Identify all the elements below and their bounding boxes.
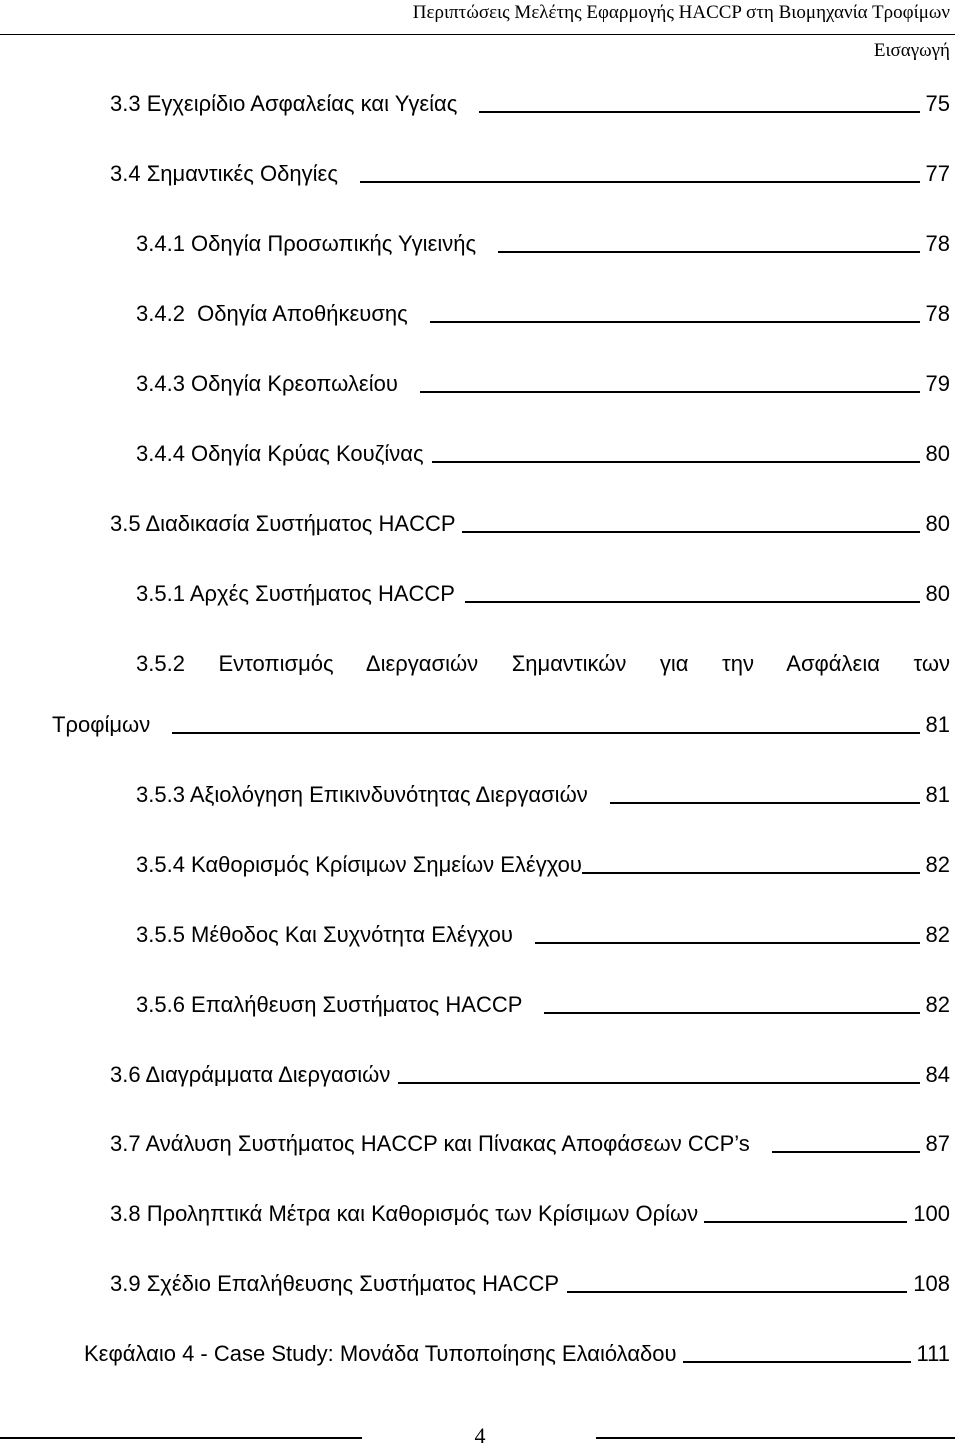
toc-entry-word: την	[722, 651, 754, 676]
toc-entry-chapter-4[interactable]	[0, 1340, 960, 1368]
toc-leader	[582, 872, 920, 874]
toc-page-number: 79	[925, 371, 950, 396]
toc-page-number: 78	[925, 231, 950, 256]
toc-entry-title: 3.4.1 Οδηγία Προσωπικής Υγιεινής	[136, 231, 477, 256]
toc-leader	[420, 391, 920, 393]
toc-entry-3-4-4[interactable]	[0, 440, 960, 468]
toc-page-number: 81	[925, 782, 950, 807]
toc-entry-title: 3.9 Σχέδιο Επαλήθευσης Συστήματος HACCP	[110, 1271, 560, 1296]
toc-entry-3-6[interactable]	[0, 1061, 960, 1089]
toc-leader	[430, 321, 920, 323]
toc-entry-3-4-1[interactable]	[0, 230, 960, 258]
toc-entry-title: 3.5.1 Αρχές Συστήματος HACCP	[136, 581, 455, 606]
toc-entry-word: Ασφάλεια	[786, 651, 880, 676]
running-head-section: Εισαγωγή	[873, 40, 950, 61]
toc-leader	[360, 181, 920, 183]
toc-entry-3-4-3[interactable]	[0, 370, 960, 398]
toc-entry-3-5-4[interactable]	[0, 851, 960, 879]
toc-entry-3-4-2[interactable]	[0, 300, 960, 328]
toc-entry-title: 3.5.3 Αξιολόγηση Επικινδυνότητας Διεργασιών	[136, 782, 588, 807]
toc-entry-title: 3.5.4 Καθορισμός Κρίσιμων Σημείων Ελέγχου	[136, 852, 582, 877]
toc-entry-word: των	[913, 651, 951, 676]
running-head-title: Περιπτώσεις Μελέτης Εφαρμογής HACCP στη Βιομηχανία Τροφίμων	[412, 2, 950, 23]
toc-leader	[465, 601, 920, 603]
toc-page-number: 82	[925, 852, 950, 877]
toc-entry-title: 3.4.3 Οδηγία Κρεοπωλείου	[136, 371, 398, 396]
toc-page-number: 82	[925, 992, 950, 1017]
toc-leader	[498, 251, 919, 253]
page-number: 4	[474, 1423, 486, 1448]
toc-page-number: 80	[925, 441, 950, 466]
toc-leader	[772, 1151, 920, 1153]
toc-entry-title: 3.4.4 Οδηγία Κρύας Κουζίνας	[136, 441, 424, 466]
toc-entry-3-5-6[interactable]	[0, 991, 960, 1019]
toc-page-number: 84	[925, 1062, 950, 1087]
toc-page-number: 80	[925, 511, 950, 536]
toc-page-number: 108	[913, 1271, 950, 1296]
toc-entry-3-7[interactable]	[0, 1130, 960, 1158]
toc-entry-3-5[interactable]	[0, 510, 960, 538]
toc-entry-3-5-2-line1[interactable]	[0, 650, 960, 678]
toc-entry-title: 3.5.5 Μέθοδος Και Συχνότητα Ελέγχου	[136, 922, 513, 947]
toc-entry-word: για	[659, 651, 689, 676]
toc-page-number: 75	[925, 91, 950, 116]
footer-rule-right	[596, 1437, 955, 1439]
toc-leader	[535, 942, 920, 944]
toc-entry-title: 3.5 Διαδικασία Συστήματος HACCP	[110, 511, 456, 536]
toc-entry-word: Διεργασιών	[365, 651, 479, 676]
toc-entry-title: 3.3 Εγχειρίδιο Ασφαλείας και Υγείας	[110, 91, 458, 116]
toc-entry-word: Σημαντικών	[511, 651, 627, 676]
toc-entry-3-5-5[interactable]	[0, 921, 960, 949]
toc-leader	[432, 461, 920, 463]
toc-leader	[704, 1221, 907, 1223]
toc-page-number: 111	[916, 1341, 950, 1366]
toc-entry-title: 3.8 Προληπτικά Μέτρα και Καθορισμός των Κρίσιμων Ορίων	[110, 1201, 699, 1226]
toc-entry-3-4[interactable]	[0, 160, 960, 188]
toc-entry-3-9[interactable]	[0, 1270, 960, 1298]
toc-entry-title: 3.7 Ανάλυση Συστήματος HACCP και Πίνακας Αποφάσεων CCP’s	[110, 1131, 750, 1156]
toc-page-number: 81	[925, 712, 950, 737]
toc-entry-title: 3.4 Σημαντικές Οδηγίες	[110, 161, 338, 186]
toc-page-number: 87	[925, 1131, 950, 1156]
toc-entry-title: Τροφίμων	[52, 712, 151, 737]
toc-entry-3-3[interactable]	[0, 90, 960, 118]
toc-entry-title: Κεφάλαιο 4 - Case Study: Μονάδα Τυποποίησης Ελαιόλαδου	[84, 1341, 677, 1366]
toc-entry-3-5-3[interactable]	[0, 781, 960, 809]
toc-entry-word: Εντοπισμός	[218, 651, 334, 676]
toc-page-number: 100	[913, 1201, 950, 1226]
toc-entry-title: 3.5.6 Επαλήθευση Συστήματος HACCP	[136, 992, 523, 1017]
toc-leader	[479, 111, 919, 113]
toc-page-number: 82	[925, 922, 950, 947]
toc-leader	[610, 802, 920, 804]
toc-page-number: 78	[925, 301, 950, 326]
toc-page-number: 80	[925, 581, 950, 606]
toc-entry-title: 3.6 Διαγράμματα Διεργασιών	[110, 1062, 391, 1087]
header-rule	[0, 34, 955, 35]
toc-leader	[462, 531, 920, 533]
toc-entry-word: 3.5.2	[136, 651, 185, 676]
toc-entry-title: 3.4.2 Οδηγία Αποθήκευσης	[136, 301, 408, 326]
toc-entry-3-5-2-line2[interactable]	[0, 711, 960, 739]
toc-leader	[567, 1291, 907, 1293]
toc-entry-3-5-1[interactable]	[0, 580, 960, 608]
toc-leader	[172, 732, 919, 734]
toc-leader	[398, 1082, 919, 1084]
toc-leader	[544, 1012, 919, 1014]
toc-entry-3-8[interactable]	[0, 1200, 960, 1228]
toc-page-number: 77	[925, 161, 950, 186]
toc-leader	[683, 1361, 911, 1363]
